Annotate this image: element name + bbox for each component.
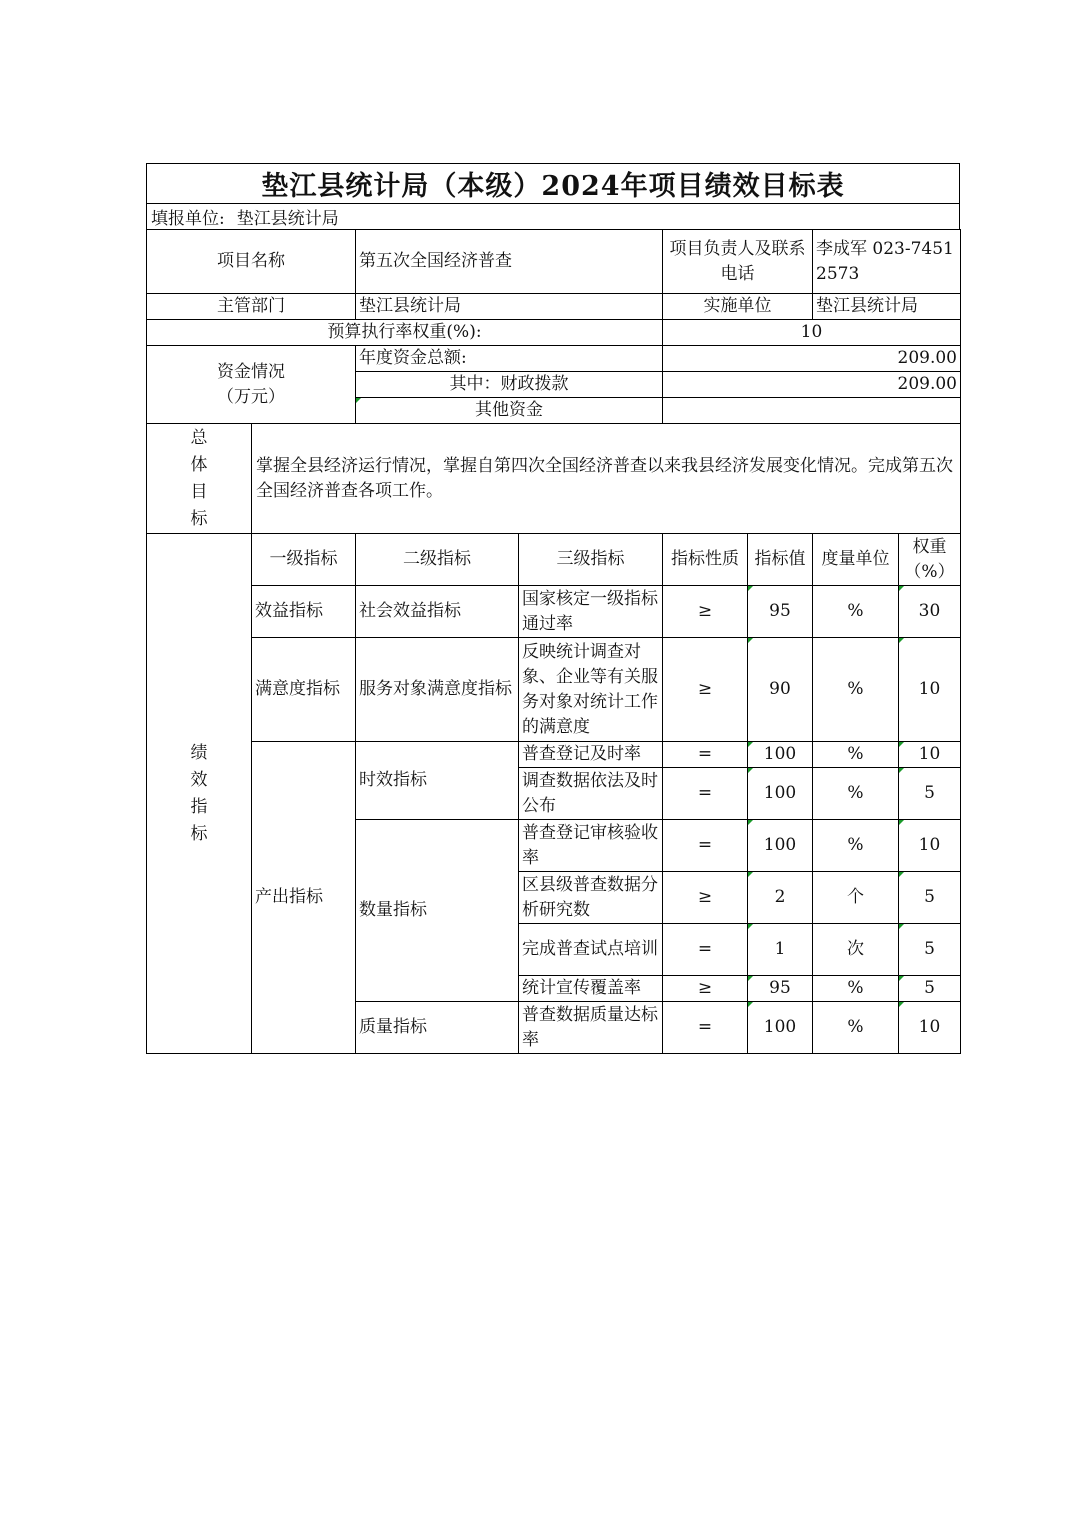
funds-total-value: 209.00	[663, 346, 961, 372]
weight-cell: 5	[899, 872, 961, 924]
overall-goal-text: 掌握全县经济运行情况，掌握自第四次全国经济普查以来我县经济发展变化情况。完成第五次全国经济普查各项工作。	[252, 424, 961, 534]
unit-cell: %	[813, 768, 899, 820]
nature-cell: =	[663, 924, 748, 976]
value-cell: 100	[748, 742, 813, 768]
funds-fiscal-value: 209.00	[663, 372, 961, 398]
level3-name: 区县级普查数据分析研究数	[519, 872, 663, 924]
level3-name: 完成普查试点培训	[519, 924, 663, 976]
value-cell: 100	[748, 820, 813, 872]
contact-label: 项目负责人及联系电话	[663, 230, 813, 294]
level3-name: 反映统计调查对象、企业等有关服务对象对统计工作的满意度	[519, 638, 663, 742]
weight-cell: 5	[899, 976, 961, 1002]
level3-name: 普查数据质量达标率	[519, 1002, 663, 1054]
dept-value: 垫江县统计局	[356, 294, 663, 320]
nature-cell: =	[663, 1002, 748, 1054]
fill-unit-value: 垫江县统计局	[236, 209, 339, 229]
nature-cell: =	[663, 820, 748, 872]
unit-cell: %	[813, 820, 899, 872]
header-unit: 度量单位	[813, 534, 899, 586]
level2-timeliness: 时效指标	[356, 742, 519, 820]
sheet-title: 垫江县统计局（本级）2024年项目绩效目标表	[146, 163, 960, 203]
unit-cell: 个	[813, 872, 899, 924]
nature-cell: ≥	[663, 872, 748, 924]
level2-social-benefit: 社会效益指标	[356, 586, 519, 638]
weight-cell: 10	[899, 742, 961, 768]
nature-cell: =	[663, 742, 748, 768]
impl-label: 实施单位	[663, 294, 813, 320]
header-weight: 权重（%）	[899, 534, 961, 586]
value-cell: 1	[748, 924, 813, 976]
table-row	[147, 638, 961, 742]
level1-satisfaction: 满意度指标	[252, 638, 356, 742]
contact-value: 李成军 023-74512573	[813, 230, 961, 294]
table-row	[147, 586, 961, 638]
header-level2: 二级指标	[356, 534, 519, 586]
level2-quantity: 数量指标	[356, 820, 519, 1002]
value-cell: 2	[748, 872, 813, 924]
funds-label	[147, 346, 356, 424]
dept-label: 主管部门	[147, 294, 356, 320]
unit-cell: %	[813, 638, 899, 742]
header-nature: 指标性质	[663, 534, 748, 586]
level2-service-satisfaction: 服务对象满意度指标	[356, 638, 519, 742]
performance-label: 绩 效 指 标	[147, 534, 252, 1054]
weight-cell: 10	[899, 638, 961, 742]
level1-benefit: 效益指标	[252, 586, 356, 638]
header-level1: 一级指标	[252, 534, 356, 586]
fill-unit-line	[146, 203, 960, 229]
project-name-value: 第五次全国经济普查	[356, 230, 663, 294]
weight-cell: 10	[899, 820, 961, 872]
level3-name: 统计宣传覆盖率	[519, 976, 663, 1002]
unit-cell: 次	[813, 924, 899, 976]
level3-name: 国家核定一级指标通过率	[519, 586, 663, 638]
overall-goal-label: 总 体 目 标	[147, 424, 252, 534]
level3-name: 普查登记及时率	[519, 742, 663, 768]
nature-cell: =	[663, 768, 748, 820]
weight-cell: 5	[899, 924, 961, 976]
funds-other-label: 其他资金	[356, 398, 663, 424]
weight-cell: 30	[899, 586, 961, 638]
budget-rate-label: 预算执行率权重(%):	[147, 320, 663, 346]
level2-quality: 质量指标	[356, 1002, 519, 1054]
nature-cell: ≥	[663, 638, 748, 742]
unit-cell: %	[813, 742, 899, 768]
header-level3: 三级指标	[519, 534, 663, 586]
funds-fiscal-label: 其中：财政拨款	[356, 372, 663, 398]
level3-name: 调查数据依法及时公布	[519, 768, 663, 820]
weight-cell: 5	[899, 768, 961, 820]
value-cell: 100	[748, 1002, 813, 1054]
nature-cell: ≥	[663, 976, 748, 1002]
value-cell: 95	[748, 586, 813, 638]
impl-value: 垫江县统计局	[813, 294, 961, 320]
level1-output: 产出指标	[252, 742, 356, 1054]
performance-target-sheet	[146, 163, 960, 1054]
project-name-label: 项目名称	[147, 230, 356, 294]
weight-cell: 10	[899, 1002, 961, 1054]
header-value: 指标值	[748, 534, 813, 586]
info-table	[146, 229, 961, 1054]
nature-cell: ≥	[663, 586, 748, 638]
funds-total-label: 年度资金总额:	[356, 346, 663, 372]
unit-cell: %	[813, 1002, 899, 1054]
fill-unit-label: 填报单位:	[151, 209, 225, 229]
unit-cell: %	[813, 586, 899, 638]
unit-cell: %	[813, 976, 899, 1002]
value-cell: 90	[748, 638, 813, 742]
value-cell: 100	[748, 768, 813, 820]
value-cell: 95	[748, 976, 813, 1002]
funds-label-line2: （万元）	[217, 386, 285, 407]
budget-rate-value: 10	[663, 320, 961, 346]
funds-label-line1: 资金情况	[217, 361, 285, 382]
funds-other-value	[663, 398, 961, 424]
level3-name: 普查登记审核验收率	[519, 820, 663, 872]
table-row	[147, 742, 961, 768]
